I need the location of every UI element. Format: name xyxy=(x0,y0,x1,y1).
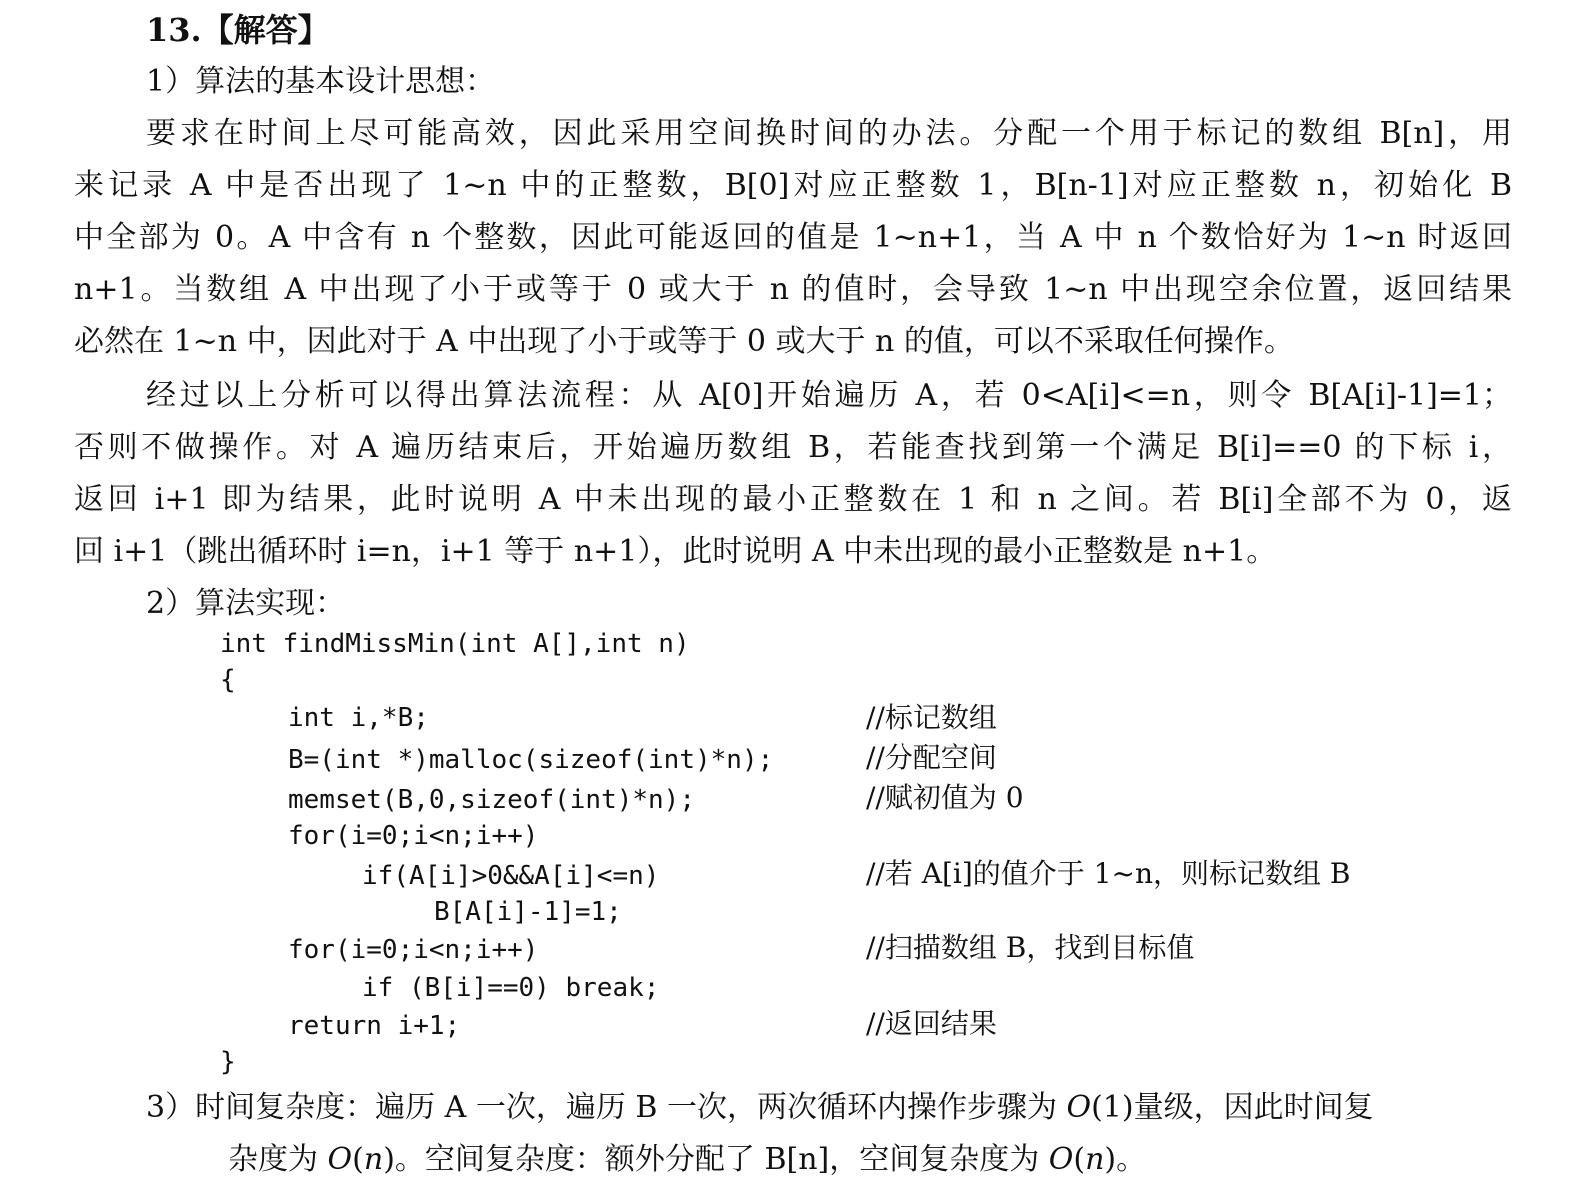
para1-line-5: 必然在 1~n 中，因此对于 A 中出现了小于或等于 0 或大于 n 的值，可以不采取任何操作。 xyxy=(74,324,1294,359)
code-line-2: { xyxy=(220,665,236,695)
s3-l2-arg1: ( xyxy=(352,1142,364,1177)
s3-l2-n2: n xyxy=(1085,1142,1105,1177)
s3-l1-o: O xyxy=(1066,1090,1092,1125)
code-line-9: for(i=0;i<n;i++) xyxy=(288,935,539,965)
code-line-7: if(A[i]>0&&A[i]<=n) xyxy=(362,861,660,891)
s3-l2-o2: O xyxy=(1048,1142,1074,1177)
s3-l1-arg: (1) xyxy=(1091,1090,1134,1125)
s3-l1-suffix: 量级，因此时间复 xyxy=(1133,1090,1374,1125)
code-line-4: B=(int *)malloc(sizeof(int)*n); xyxy=(288,745,774,775)
comment-init-zero: //赋初值为 0 xyxy=(866,781,1024,814)
code-line-11: return i+1; xyxy=(288,1011,461,1041)
s3-l2-o1: O xyxy=(327,1142,353,1177)
section2-title: 2）算法实现： xyxy=(146,586,346,621)
comment-scan: //扫描数组 B，找到目标值 xyxy=(866,931,1195,964)
para1-line-3: 中全部为 0。A 中含有 n 个整数，因此可能返回的值是 1~n+1，当 A 中 n 个数恰好为 1~n 时返回 xyxy=(74,220,1512,255)
comment-mark-range: //若 A[i]的值介于 1~n，则标记数组 B xyxy=(866,857,1351,890)
code-line-12: } xyxy=(220,1047,236,1077)
para1-line-4: n+1。当数组 A 中出现了小于或等于 0 或大于 n 的值时，会导致 1~n 中出现空余位置，返回结果 xyxy=(74,272,1512,307)
para2-line-3: 返回 i+1 即为结果，此时说明 A 中未出现的最小正整数在 1 和 n 之间。若 B[i]全部不为 0，返 xyxy=(74,482,1512,517)
comment-return: //返回结果 xyxy=(866,1007,997,1040)
section3-line-1 xyxy=(146,1088,1374,1128)
code-line-10: if (B[i]==0) break; xyxy=(362,973,660,1003)
section1-title: 1）算法的基本设计思想： xyxy=(146,64,496,99)
para1-line-1: 要求在时间上尽可能高效，因此采用空间换时间的办法。分配一个用于标记的数组 B[n]，用 xyxy=(146,116,1512,151)
answer-heading: 13.【解答】 xyxy=(146,11,330,49)
code-line-3: int i,*B; xyxy=(288,703,429,733)
s3-l2-prefix: 杂度为 xyxy=(228,1142,328,1177)
para2-line-4: 回 i+1（跳出循环时 i=n，i+1 等于 n+1），此时说明 A 中未出现的最小正整数是 n+1。 xyxy=(74,534,1277,569)
para2-line-1: 经过以上分析可以得出算法流程：从 A[0]开始遍历 A，若 0<A[i]<=n，则令 B[A[i]-1]=1； xyxy=(146,378,1512,413)
code-line-1: int findMissMin(int A[],int n) xyxy=(220,629,690,659)
s3-l2-arg2: ( xyxy=(1073,1142,1086,1177)
code-line-5: memset(B,0,sizeof(int)*n); xyxy=(288,785,695,815)
section3-line-2 xyxy=(228,1140,1146,1180)
s3-l2-mid: )。空间复杂度：额外分配了 B[n]，空间复杂度为 xyxy=(383,1142,1049,1177)
para1-line-2: 来记录 A 中是否出现了 1~n 中的正整数，B[0]对应正整数 1，B[n-1]对应正整数 n，初始化 B xyxy=(74,168,1512,203)
comment-mark-array: //标记数组 xyxy=(866,701,997,734)
code-line-8: B[A[i]-1]=1; xyxy=(434,897,622,927)
s3-l1-prefix: 3）时间复杂度：遍历 A 一次，遍历 B 一次，两次循环内操作步骤为 xyxy=(146,1090,1067,1125)
para2-line-2: 否则不做操作。对 A 遍历结束后，开始遍历数组 B，若能查找到第一个满足 B[i]==0 的下标 i， xyxy=(74,430,1512,465)
code-line-6: for(i=0;i<n;i++) xyxy=(288,821,539,851)
s3-l2-end: )。 xyxy=(1104,1142,1147,1177)
s3-l2-n1: n xyxy=(363,1142,384,1177)
comment-allocate: //分配空间 xyxy=(866,741,997,774)
